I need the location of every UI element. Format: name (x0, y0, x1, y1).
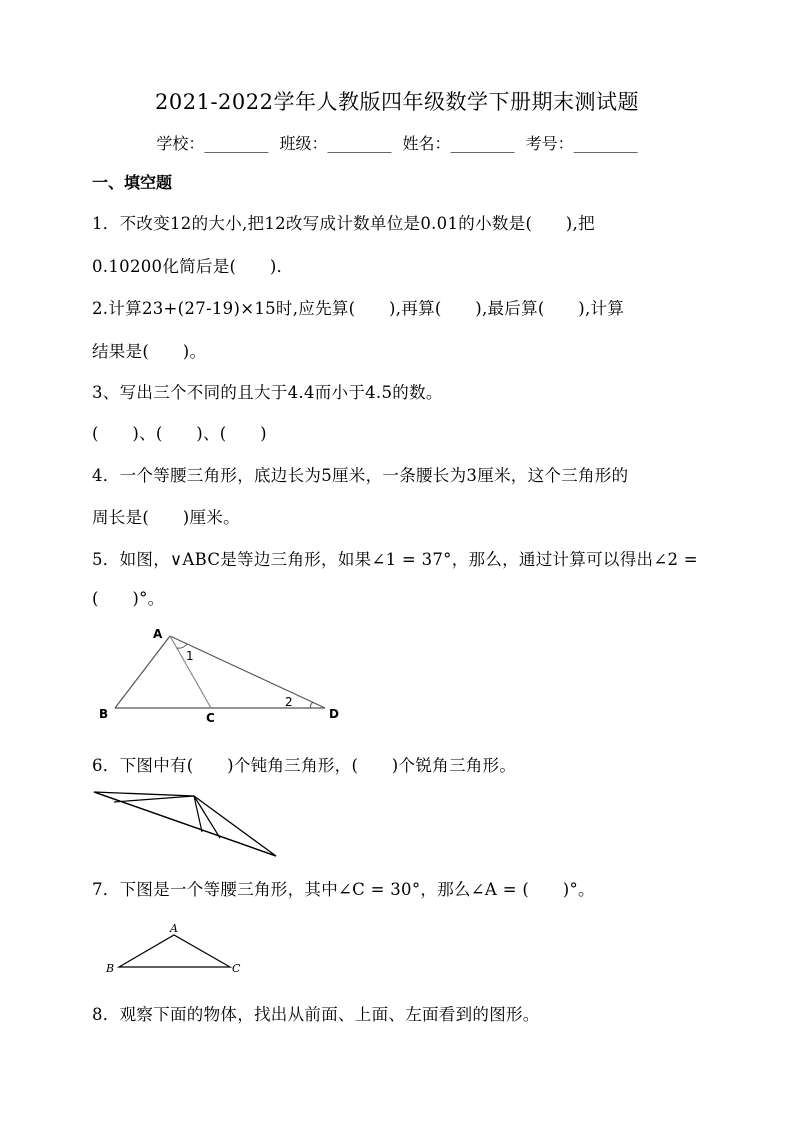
vertex-label-c: C (232, 962, 241, 975)
question-4-line-2: 周长是( )厘米。 (92, 508, 240, 527)
question-1-line-1: 1．不改变12的大小,把12改写成计数单位是0.01的小数是( ),把 (92, 214, 595, 233)
segment-ac (170, 636, 211, 708)
section-heading-fill-blanks: 一、填空题 (92, 173, 173, 192)
angle-1-label: 1 (186, 649, 194, 663)
question-5-line-1: 5．如图，∨ABC是等边三角形，如果∠1 = 37°，那么，通过计算可以得出∠2 = (92, 550, 698, 569)
question-3-line-1: 3、写出三个不同的且大于4.4而小于4.5的数。 (92, 383, 443, 402)
segment-ab (115, 636, 170, 708)
vertex-label-b: B (106, 962, 115, 975)
vertex-label-d: D (329, 707, 339, 721)
isosceles-triangle (119, 935, 230, 967)
school-field: 学校：________ (156, 134, 269, 153)
angle-1-arc (177, 644, 187, 648)
class-field: 班级：________ (279, 134, 392, 153)
page-title: 2021-2022学年人教版四年级数学下册期末测试题 (155, 90, 639, 114)
name-field: 姓名：________ (402, 134, 515, 153)
vertex-label-c: C (206, 711, 215, 725)
vertex-label-a: A (170, 922, 178, 935)
q6-triangles-figure (90, 788, 280, 860)
inner-segment-1 (114, 796, 194, 802)
exam-number-field: 考号：________ (525, 134, 638, 153)
q7-isosceles-figure (104, 918, 254, 980)
angle-2-label: 2 (285, 695, 293, 709)
student-info-row (0, 131, 794, 154)
question-5-line-2: ( )°。 (92, 589, 165, 608)
question-2-line-1: 2.计算23+(27-19)×15时,应先算( ),再算( ),最后算( ),计算 (92, 299, 625, 318)
question-6-line-1: 6．下图中有( )个钝角三角形，( )个锐角三角形。 (92, 756, 517, 775)
question-2-line-2: 结果是( )。 (92, 342, 207, 361)
segment-ad (170, 636, 325, 708)
question-3-line-2: ( )、( )、( ) (92, 424, 267, 443)
vertex-label-a: A (153, 627, 163, 641)
question-8-line-1: 8．观察下面的物体，找出从前面、上面、左面看到的图形。 (92, 1005, 540, 1024)
question-7-line-1: 7．下图是一个等腰三角形，其中∠C = 30°，那么∠A = ( )°。 (92, 880, 595, 899)
angle-2-arc (310, 702, 313, 708)
question-1-line-2: 0.10200化简后是( )． (92, 257, 294, 276)
q5-triangle-figure (95, 622, 355, 727)
question-4-line-1: 4．一个等腰三角形，底边长为5厘米，一条腰长为3厘米，这个三角形的 (92, 466, 629, 485)
vertex-label-b: B (99, 707, 109, 721)
